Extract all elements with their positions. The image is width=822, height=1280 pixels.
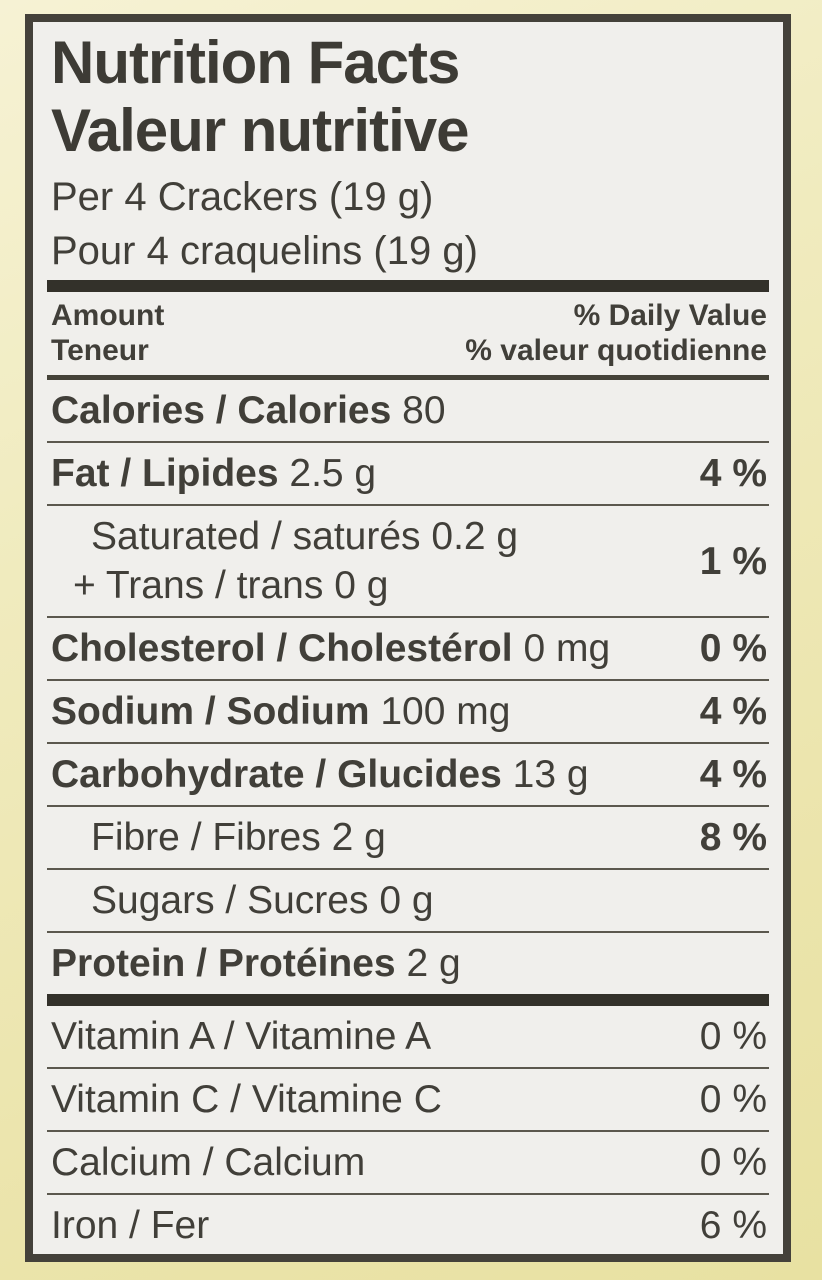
nutrient-amount: 0 g (334, 564, 389, 607)
nutrient-name: Carbohydrate / Glucides (51, 753, 502, 796)
nutrient-name: Sodium / Sodium (51, 690, 370, 733)
daily-value-header-fr: % valeur quotidienne (465, 334, 767, 367)
nutrient-percent: 0 % (699, 1015, 767, 1058)
sodium-row (45, 681, 771, 742)
nutrient-name: Iron / Fer (51, 1204, 210, 1247)
cholesterol-row (45, 618, 771, 679)
daily-value-header (465, 298, 767, 368)
nutrient-name: + Trans / trans (73, 564, 324, 607)
calories-row (45, 380, 771, 441)
row-label (51, 1203, 688, 1248)
serving-size-fr: Pour 4 craquelins (19 g) (51, 229, 478, 273)
nutrient-name: Fibre / Fibres (91, 816, 321, 859)
carbohydrate-row (45, 744, 771, 805)
nutrition-facts-title: Nutrition Facts (51, 29, 460, 96)
column-header-row (45, 292, 771, 375)
saturated-line (91, 514, 688, 559)
nutrient-percent: 1 % (699, 539, 767, 583)
nutrient-percent: 4 % (699, 452, 767, 495)
protein-row (45, 933, 771, 994)
nutrient-name: Vitamin C / Vitamine C (51, 1078, 442, 1121)
iron-row (45, 1195, 771, 1256)
thick-divider-top (47, 280, 769, 292)
nutrient-amount: 0 mg (523, 627, 611, 670)
nutrient-amount: 2.5 g (289, 452, 377, 495)
row-label (51, 1014, 688, 1059)
nutrient-percent: 0 % (699, 1078, 767, 1121)
row-label (51, 689, 688, 734)
amount-header-fr: Teneur (51, 334, 149, 367)
row-label (51, 514, 688, 608)
calcium-row (45, 1132, 771, 1193)
thick-divider-bottom (47, 994, 769, 1006)
sugars-row (45, 870, 771, 931)
nutrient-name: Cholesterol / Cholestérol (51, 627, 513, 670)
row-label (51, 815, 688, 860)
nutrient-amount: 100 mg (380, 690, 511, 733)
amount-header-en: Amount (51, 299, 165, 332)
trans-line (73, 563, 688, 608)
nutrient-name: Fat / Lipides (51, 452, 279, 495)
serving-size-en: Per 4 Crackers (19 g) (51, 175, 434, 219)
saturated-trans-row (45, 506, 771, 616)
title-block (45, 22, 771, 280)
fat-row (45, 443, 771, 504)
nutrient-percent: 4 % (699, 690, 767, 733)
fibre-row (45, 807, 771, 868)
nutrient-name: Protein / Protéines (51, 942, 396, 985)
nutrient-amount: 0.2 g (431, 515, 519, 558)
daily-value-header-en: % Daily Value (573, 299, 767, 332)
amount-header (51, 298, 164, 368)
nutrient-name: Sugars / Sucres (91, 879, 369, 922)
valeur-nutritive-title: Valeur nutritive (51, 97, 469, 164)
row-label (51, 878, 755, 923)
nutrition-label (25, 14, 791, 1262)
row-label (51, 752, 688, 797)
nutrient-amount: 2 g (331, 816, 386, 859)
nutrient-name: Calories / Calories (51, 389, 392, 432)
row-label (51, 388, 755, 433)
row-label (51, 451, 688, 496)
nutrient-name: Vitamin A / Vitamine A (51, 1015, 432, 1058)
nutrient-name: Saturated / saturés (91, 515, 421, 558)
vitamin-a-row (45, 1006, 771, 1067)
nutrient-percent: 4 % (699, 753, 767, 796)
row-label (51, 626, 688, 671)
nutrient-percent: 8 % (699, 816, 767, 859)
nutrient-percent: 6 % (699, 1204, 767, 1247)
nutrient-amount: 2 g (406, 942, 461, 985)
nutrient-amount: 80 (402, 389, 446, 432)
row-label (51, 1140, 688, 1185)
row-label (51, 1077, 688, 1122)
nutrient-amount: 13 g (512, 753, 589, 796)
nutrient-percent: 0 % (699, 627, 767, 670)
nutrient-amount: 0 g (379, 879, 434, 922)
nutrient-percent: 0 % (699, 1141, 767, 1184)
nutrient-name: Calcium / Calcium (51, 1141, 366, 1184)
row-label (51, 941, 755, 986)
vitamin-c-row (45, 1069, 771, 1130)
